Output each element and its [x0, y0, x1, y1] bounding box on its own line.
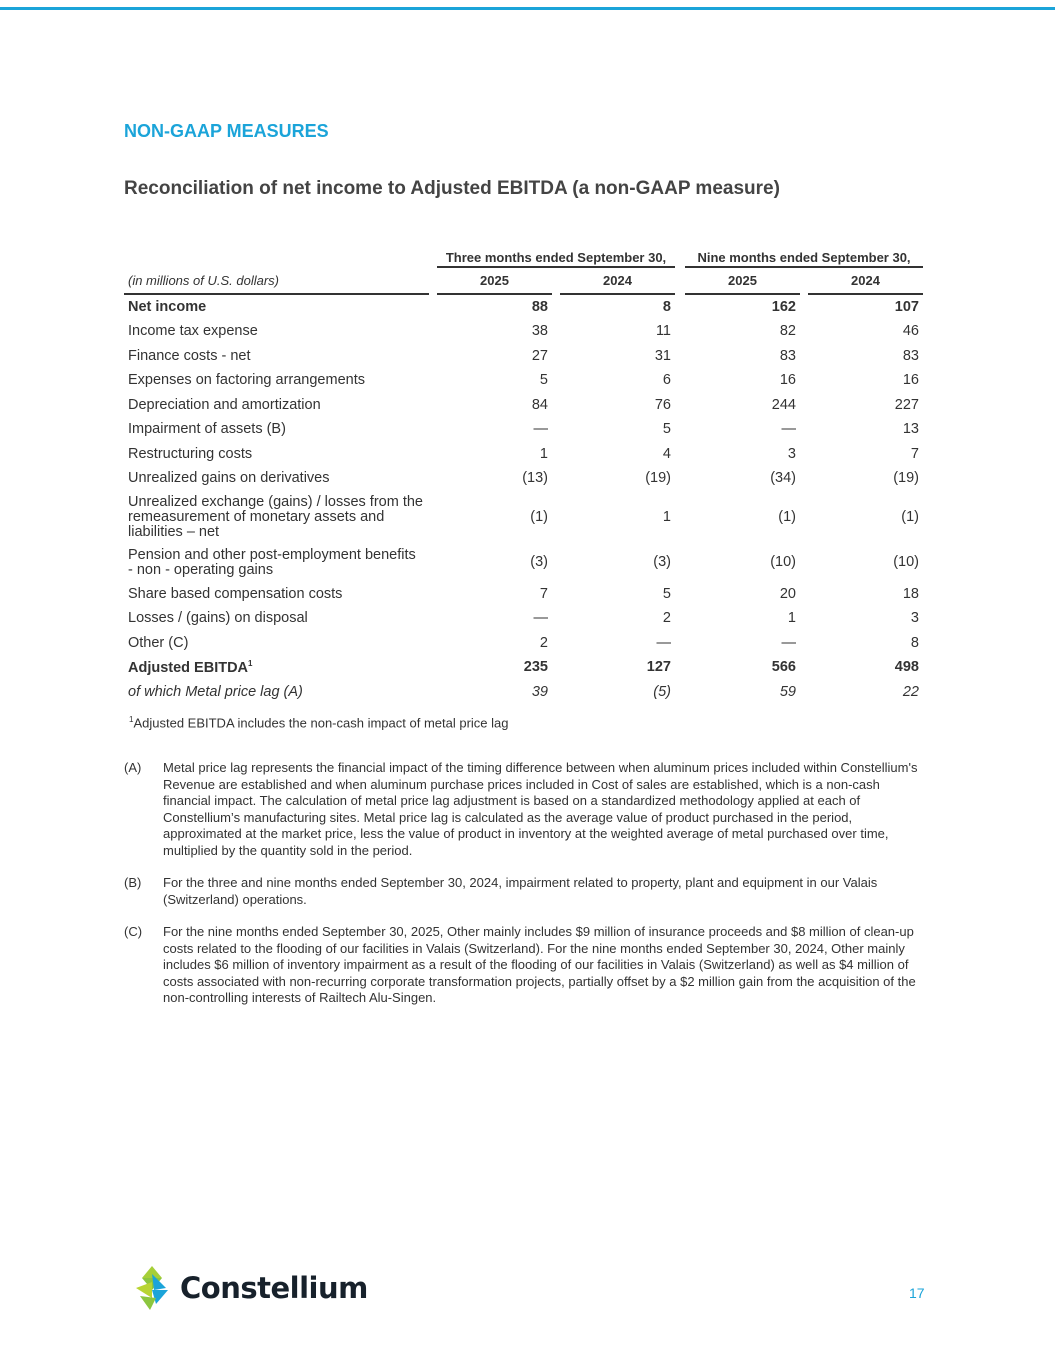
page-subtitle: Reconciliation of net income to Adjusted EBITDA (a non-GAAP measure)	[124, 178, 780, 199]
note-text: For the nine months ended September 30, 2025, Other mainly includes $9 million of insurance proceeds and $8 million of clean-up costs related to the flooding of our facilities in Valais (Switzerland). For the nine months ended September 30, 2024, Other mainly includes $6 million of inventory impairment as a result of the flooding of our facilities in Valais (Switzerland) as well as $4 million of costs associated with non-recurring corporate transformation projects, partially offset by a $2 million gain from the acquisition of the non-controlling interests of Railtech Alu-Singen.	[163, 924, 916, 1005]
footnote-1	[129, 715, 508, 730]
row-value: (10)	[893, 554, 919, 570]
row-label	[124, 295, 429, 320]
row-value: —	[533, 610, 548, 627]
note-key: (C)	[124, 924, 143, 939]
row-value: 4	[662, 445, 671, 462]
row-value: 13	[902, 421, 919, 438]
row-label	[124, 417, 429, 442]
row-value: (1)	[778, 508, 796, 525]
table-row	[124, 491, 923, 544]
note-key: (A)	[124, 760, 142, 775]
row-value: (34)	[770, 470, 796, 487]
row-label	[124, 631, 429, 656]
row-value: (3)	[653, 554, 671, 570]
row-label	[124, 655, 429, 680]
table-row	[124, 295, 923, 320]
row-value: 7	[910, 445, 919, 462]
constellium-logo	[132, 1264, 368, 1312]
year-header: 2024	[560, 268, 675, 295]
row-value: 3	[787, 445, 796, 462]
row-value: 20	[779, 585, 796, 602]
row-value: 162	[771, 298, 796, 315]
row-value: 5	[662, 585, 671, 602]
footnote-text: Adjusted EBITDA includes the non-cash impact of metal price lag	[133, 715, 509, 731]
row-value: —	[656, 634, 671, 651]
units-label: (in millions of U.S. dollars)	[124, 268, 429, 295]
row-label-text: Depreciation and amortization	[128, 396, 321, 413]
row-value: 1	[539, 445, 548, 462]
row-label-text: Losses / (gains) on disposal	[128, 610, 308, 627]
note-text: Metal price lag represents the financial impact of the timing difference between when aluminum prices included within Constellium's Revenue are established and when aluminum purchase prices included in Cost of sales are established, which is a non-cash financial impact. The calculation of metal price lag adjustment is based on a standardized methodology applied at each of Constellium’s manufacturing sites. Metal price lag is calculated as the average value of product purchased in the period, approximated at the market price, less the value of product in inventory at the weighted average of metal purchased over time, multiplied by the quantity sold in the period.	[163, 760, 918, 858]
row-value: 27	[531, 347, 548, 364]
row-value: (5)	[653, 683, 671, 700]
row-value: (10)	[770, 554, 796, 570]
notes-list	[124, 760, 924, 1023]
row-label-text: of which Metal price lag (A)	[128, 683, 303, 700]
note-key: (B)	[124, 875, 142, 890]
row-value: (1)	[901, 508, 919, 525]
group-header-three-months: Three months ended September 30,	[437, 232, 675, 268]
row-value: 31	[654, 347, 671, 364]
note-text: For the three and nine months ended September 30, 2024, impairment related to property, plant and equipment in our Valais (Switzerland) operations.	[163, 875, 878, 907]
table-row	[124, 582, 923, 607]
row-value: 6	[662, 372, 671, 389]
row-label-text: Other (C)	[128, 634, 189, 651]
row-value: (19)	[645, 470, 671, 487]
row-value: —	[533, 421, 548, 438]
row-value: 16	[902, 372, 919, 389]
row-value: 3	[910, 610, 919, 627]
row-value: 244	[771, 396, 796, 413]
row-label-text: Share based compensation costs	[128, 585, 343, 602]
row-label	[124, 491, 429, 544]
footnote-marker: 1	[248, 658, 253, 668]
row-value: 227	[894, 396, 919, 413]
row-value: 7	[539, 585, 548, 602]
table-row	[124, 417, 923, 442]
row-value: 498	[894, 659, 919, 676]
row-value: 1	[787, 610, 796, 627]
row-label-text: Expenses on factoring arrangements	[128, 372, 365, 389]
note-a	[124, 760, 924, 859]
row-value: —	[781, 421, 796, 438]
row-value: 5	[539, 372, 548, 389]
row-value: (1)	[530, 508, 548, 525]
logo-mark-icon	[132, 1264, 172, 1312]
row-label-text: Impairment of assets (B)	[128, 421, 286, 438]
row-value: 127	[646, 659, 671, 676]
row-label-text: Pension and other post-employment benefits - non - operating gains	[128, 546, 416, 578]
table-row	[124, 344, 923, 369]
row-label	[124, 544, 429, 582]
table-row	[124, 680, 923, 705]
row-label	[124, 466, 429, 491]
reconciliation-table	[124, 232, 923, 704]
section-title: NON-GAAP MEASURES	[124, 121, 329, 141]
row-value: 5	[662, 421, 671, 438]
row-value: 83	[779, 347, 796, 364]
row-value: 83	[902, 347, 919, 364]
table-row	[124, 655, 923, 680]
year-header: 2025	[685, 268, 800, 295]
row-value: 84	[531, 396, 548, 413]
row-label	[124, 442, 429, 467]
footnote-marker: 1	[129, 715, 134, 724]
table-row	[124, 631, 923, 656]
table-row	[124, 466, 923, 491]
row-value: 39	[531, 683, 548, 700]
row-value: 76	[654, 396, 671, 413]
row-label	[124, 606, 429, 631]
row-label-text: Unrealized exchange (gains) / losses from the remeasurement of monetary assets and liabilities – net	[128, 493, 423, 540]
table-row	[124, 606, 923, 631]
table-row	[124, 368, 923, 393]
row-label-text: Restructuring costs	[128, 445, 253, 462]
table-row	[124, 442, 923, 467]
row-value: 46	[902, 323, 919, 340]
row-label	[124, 582, 429, 607]
row-value: 88	[531, 298, 548, 315]
row-label	[124, 368, 429, 393]
note-c	[124, 924, 924, 1007]
top-accent-bar	[0, 7, 1055, 10]
row-label-text: Finance costs - net	[128, 347, 251, 364]
year-header-row	[124, 268, 923, 295]
row-label	[124, 319, 429, 344]
row-value: 22	[902, 683, 919, 700]
row-value: 8	[910, 634, 919, 651]
row-value: 18	[902, 585, 919, 602]
row-value: (19)	[893, 470, 919, 487]
row-label	[124, 680, 429, 705]
group-header-row	[124, 232, 923, 268]
row-value: (13)	[522, 470, 548, 487]
row-value: (3)	[530, 554, 548, 570]
table-row	[124, 319, 923, 344]
row-value: 107	[894, 298, 919, 315]
row-value: 82	[779, 323, 796, 340]
row-value: 2	[662, 610, 671, 627]
note-b	[124, 875, 924, 908]
table-row	[124, 393, 923, 418]
row-value: 566	[771, 659, 796, 676]
row-value: 8	[662, 298, 671, 315]
row-value: 1	[662, 508, 671, 525]
row-label-text: Income tax expense	[128, 323, 258, 340]
row-value: 235	[523, 659, 548, 676]
row-value: —	[781, 634, 796, 651]
row-label-text: Adjusted EBITDA	[128, 659, 249, 676]
row-value: 16	[779, 372, 796, 389]
group-header-nine-months: Nine months ended September 30,	[685, 232, 923, 268]
table-row	[124, 544, 923, 582]
year-header: 2024	[808, 268, 923, 295]
year-header: 2025	[437, 268, 552, 295]
row-label-text: Net income	[128, 298, 207, 315]
row-value: 38	[531, 323, 548, 340]
row-value: 2	[539, 634, 548, 651]
row-label	[124, 393, 429, 418]
logo-text: Constellium	[180, 1271, 368, 1305]
page-number: 17	[909, 1285, 925, 1301]
row-value: 11	[655, 323, 671, 340]
row-label	[124, 344, 429, 369]
row-value: 59	[779, 683, 796, 700]
row-label-text: Unrealized gains on derivatives	[128, 470, 330, 487]
